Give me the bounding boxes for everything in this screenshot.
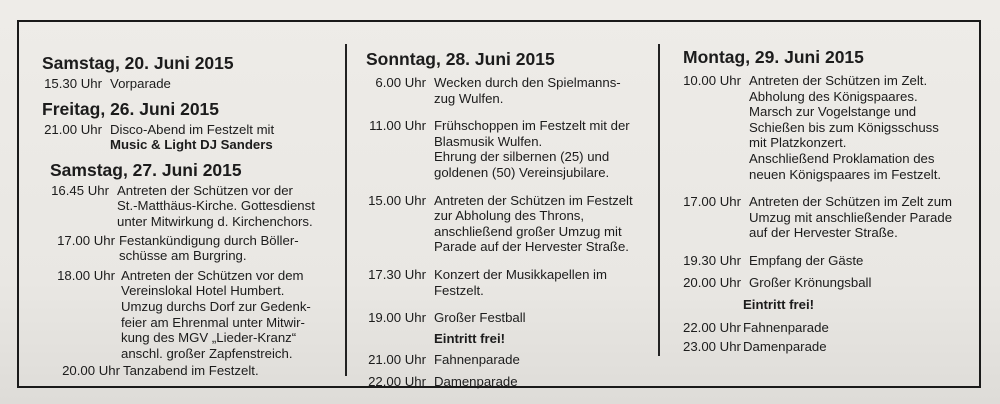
schedule-entry	[366, 374, 651, 390]
column-divider	[658, 44, 660, 356]
schedule-entry	[683, 275, 973, 291]
schedule-entry	[366, 310, 651, 326]
day-heading: Sonntag, 28. Juni 2015	[366, 49, 555, 69]
entry-description	[426, 193, 651, 255]
entry-line: anschl. großer Zapfenstreich.	[121, 345, 293, 361]
entry-description	[120, 363, 342, 379]
entry-description	[426, 310, 651, 326]
schedule-entry	[366, 267, 651, 298]
entry-description	[741, 253, 973, 269]
entry-line: anschließend großer Umzug mit	[434, 223, 622, 239]
schedule-entry	[683, 73, 973, 182]
entry-line: Antreten der Schützen im Zelt zum	[749, 194, 953, 210]
entry-line: Festzelt.	[434, 282, 484, 298]
entry-line: kung des MGV „Lieder-Kranz“	[121, 330, 297, 346]
entry-time: 17.00 Uhr	[57, 232, 115, 248]
entry-line: Damenparade	[434, 373, 518, 389]
entry-line: Festankündigung durch Böller-	[119, 232, 299, 248]
entry-line: Anschließend Proklamation des	[749, 150, 935, 166]
entry-line: Umzug durchs Dorf zur Gedenk-	[121, 298, 311, 314]
entry-description	[115, 233, 342, 264]
entry-line: neuen Königspaares im Festzelt.	[749, 166, 942, 182]
entry-line: feier am Ehrenmal unter Mitwir-	[121, 314, 305, 330]
column-divider	[345, 44, 347, 376]
entry-time: 10.00 Uhr	[683, 73, 741, 88]
day-heading: Samstag, 20. Juni 2015	[42, 53, 234, 73]
day-heading: Freitag, 26. Juni 2015	[42, 98, 220, 119]
entry-time: 16.45 Uhr	[51, 182, 109, 198]
entry-line: Umzug mit anschließender Parade	[749, 209, 953, 225]
schedule-column-2	[366, 48, 651, 390]
entry-time: 15.30 Uhr	[44, 76, 102, 91]
entry-line: goldenen (50) Vereinsjubilare.	[434, 164, 610, 180]
schedule-entry	[683, 253, 973, 269]
schedule-column-3	[683, 46, 973, 355]
entry-line: Schießen bis zum Königsschuss	[749, 119, 939, 135]
entry-line: Ehrung der silbernen (25) und	[434, 149, 610, 165]
schedule-entry	[42, 363, 342, 379]
schedule-entry	[683, 320, 973, 336]
entry-description	[735, 339, 973, 355]
entry-line: Marsch zur Vogelstange und	[749, 104, 917, 120]
schedule-entry	[42, 233, 342, 264]
schedule-entry	[683, 194, 973, 241]
entry-line: Abholung des Königspaares.	[749, 88, 918, 104]
entry-time: 23.00 Uhr	[683, 339, 741, 355]
entry-line: Parade auf der Hervester Straße.	[434, 239, 629, 255]
entry-line: zug Wulfen.	[434, 90, 504, 106]
entry-line: zur Abholung des Throns,	[434, 208, 585, 224]
entry-description	[426, 118, 651, 180]
schedule-column-1	[42, 52, 342, 379]
entry-line: auf der Hervester Straße.	[749, 225, 898, 241]
entry-line: schüsse am Burgring.	[119, 248, 247, 264]
schedule-entry	[42, 183, 342, 230]
entry-time: 19.00 Uhr	[368, 310, 426, 326]
schedule-entry	[683, 339, 973, 355]
free-entry-note: Eintritt frei!	[434, 330, 506, 346]
entry-line: Blasmusik Wulfen.	[434, 133, 543, 149]
entry-time: 20.00 Uhr	[62, 363, 120, 379]
schedule-entry	[42, 268, 342, 362]
entry-line: St.-Matthäus-Kirche. Gottesdienst	[117, 198, 315, 214]
entry-line: Großer Festball	[434, 310, 526, 326]
entry-line: Damenparade	[743, 339, 827, 355]
schedule-entry	[366, 193, 651, 255]
entry-description	[426, 374, 651, 390]
entry-time: 22.00 Uhr	[683, 319, 741, 335]
entry-time: 18.00 Uhr	[57, 267, 115, 283]
entry-description	[741, 194, 973, 241]
entry-line: Vereinslokal Hotel Humbert.	[121, 283, 285, 299]
entry-line: Music & Light DJ Sanders	[110, 137, 273, 153]
entry-line: mit Platzkonzert.	[749, 135, 847, 151]
entry-line: Fahnenparade	[434, 352, 520, 368]
schedule-entry	[42, 76, 342, 92]
entry-line: unter Mitwirkung d. Kirchenchors.	[117, 213, 313, 229]
entry-description	[115, 268, 342, 362]
entry-time: 6.00 Uhr	[375, 75, 426, 90]
entry-time: 22.00 Uhr	[368, 373, 426, 389]
entry-time: 17.30 Uhr	[368, 266, 426, 282]
entry-line: Tanzabend im Festzelt.	[123, 363, 259, 379]
entry-description	[741, 73, 973, 182]
entry-line: Wecken durch den Spielmanns-	[434, 75, 621, 90]
entry-description	[426, 75, 651, 106]
day-heading: Montag, 29. Juni 2015	[683, 47, 864, 67]
entry-time: 20.00 Uhr	[683, 274, 741, 290]
free-entry-note: Eintritt frei!	[743, 297, 815, 313]
entry-description	[426, 352, 651, 368]
entry-line: Frühschoppen im Festzelt mit der	[434, 118, 630, 134]
entry-time: 17.00 Uhr	[683, 194, 741, 210]
entry-line: Großer Krönungsball	[749, 274, 872, 290]
day-heading: Samstag, 27. Juni 2015	[50, 159, 242, 180]
entry-description	[109, 183, 342, 230]
entry-time: 21.00 Uhr	[368, 352, 426, 368]
entry-description	[735, 320, 973, 336]
schedule-entry	[366, 118, 651, 180]
entry-description	[102, 76, 342, 92]
entry-time: 11.00 Uhr	[369, 118, 426, 134]
entry-line: Konzert der Musikkapellen im	[434, 266, 607, 282]
entry-line: Disco-Abend im Festzelt mit	[110, 121, 275, 137]
schedule-entry	[366, 352, 651, 368]
entry-line: Antreten der Schützen vor dem	[121, 267, 304, 283]
entry-time: 15.00 Uhr	[368, 192, 426, 208]
schedule-entry	[42, 122, 342, 153]
entry-time: 19.30 Uhr	[683, 252, 741, 268]
entry-description	[102, 122, 342, 153]
entry-line: Empfang der Gäste	[749, 252, 864, 268]
entry-line: Antreten der Schützen vor der	[117, 182, 293, 198]
entry-line: Antreten der Schützen im Zelt.	[749, 73, 928, 88]
schedule-entry	[366, 75, 651, 106]
entry-description	[426, 267, 651, 298]
entry-description	[741, 275, 973, 291]
entry-time: 21.00 Uhr	[44, 121, 102, 137]
entry-line: Antreten der Schützen im Festzelt	[434, 192, 633, 208]
entry-line: Fahnenparade	[743, 319, 829, 335]
entry-line: Vorparade	[110, 76, 171, 91]
